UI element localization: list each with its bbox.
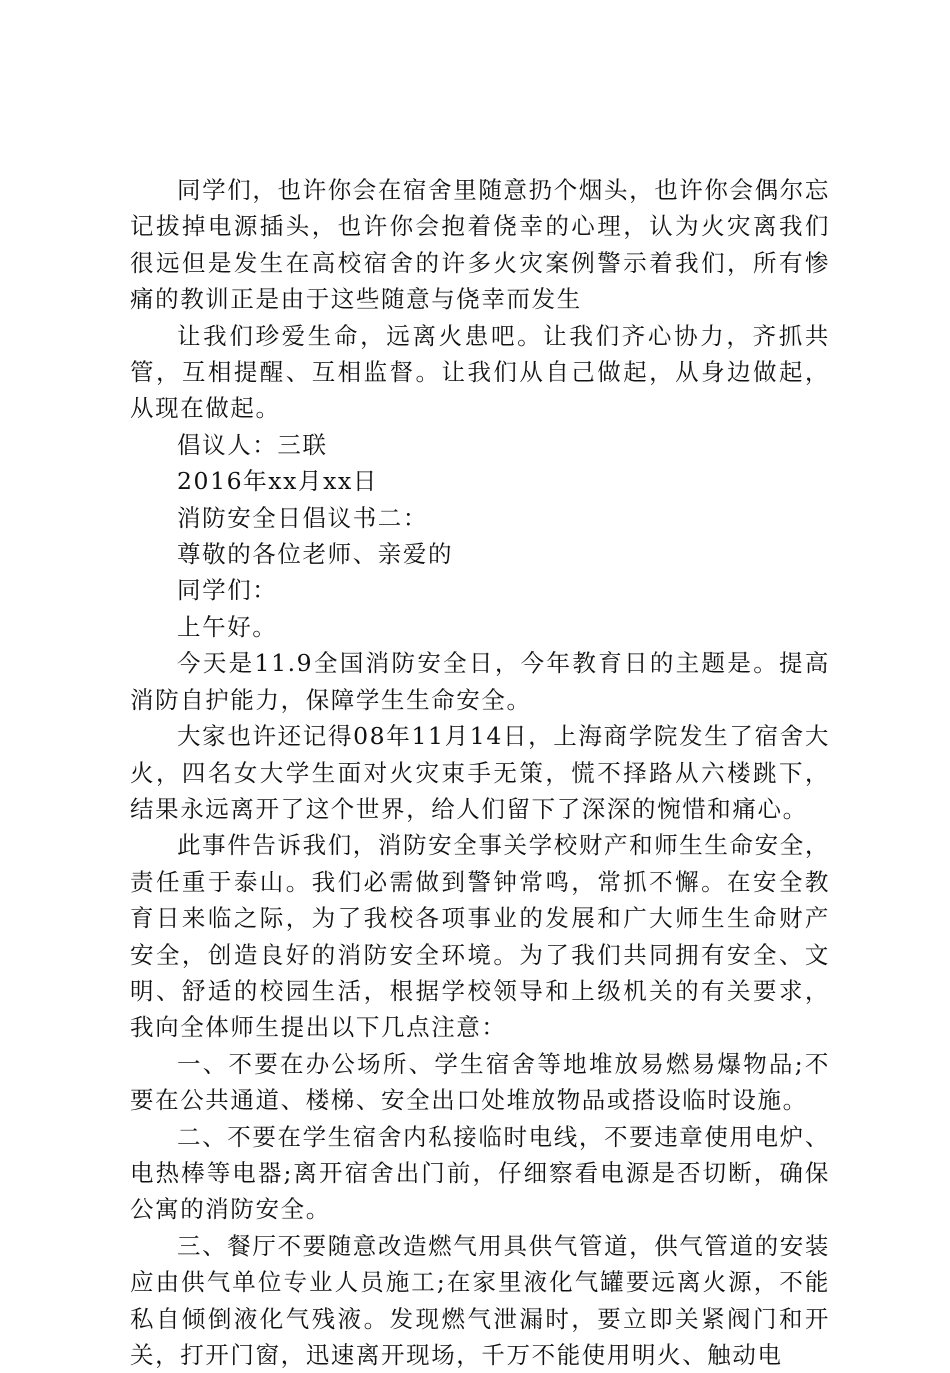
paragraph-point-one: 一、不要在办公场所、学生宿舍等地堆放易燃易爆物品;不要在公共通道、楼梯、安全出口处堆放物品或搭设临时设施。	[130, 1049, 830, 1115]
paragraph-salutation-teachers: 尊敬的各位老师、亲爱的	[177, 540, 454, 569]
paragraph-responsibility: 此事件告诉我们，消防安全事关学校财产和师生生命安全，责任重于泰山。我们必需做到警钟常鸣，常抓不懈。在安全教育日来临之际，为了我校各项事业的发展和广大师生生命财产安全，创造良好的消防安全环境。为了我们共同拥有安全、文明、舒适的校园生活，根据学校领导和上级机关的有关要求，我向全体师生提出以下几点注意：	[130, 831, 830, 1042]
paragraph-greeting: 上午好。	[177, 612, 278, 641]
document-body	[130, 172, 830, 1373]
paragraph-salutation-students: 同学们：	[177, 576, 278, 605]
paragraph-section-title: 消防安全日倡议书二：	[177, 503, 428, 532]
paragraph-initiator: 倡议人：三联	[177, 430, 328, 459]
paragraph-point-two: 二、不要在学生宿舍内私接临时电线，不要违章使用电炉、电热棒等电器;离开宿舍出门前，仔细察看电源是否切断，确保公寓的消防安全。	[130, 1122, 830, 1224]
paragraph-cherish-life: 让我们珍爱生命，远离火患吧。让我们齐心协力，齐抓共管，互相提醒、互相监督。让我们从自己做起，从身边做起，从现在做起。	[130, 321, 830, 423]
paragraph-fire-risk-warning: 同学们，也许你会在宿舍里随意扔个烟头，也许你会偶尔忘记拔掉电源插头，也许你会抱着侥幸的心理，认为火灾离我们很远但是发生在高校宿舍的许多火灾案例警示着我们，所有惨痛的教训正是由于这些随意与侥幸而发生	[130, 176, 830, 314]
paragraph-date: 2016年xx月xx日	[177, 467, 378, 496]
paragraph-safety-day-theme: 今天是11.9全国消防安全日，今年教育日的主题是。提高消防自护能力，保障学生生命安全。	[130, 649, 830, 714]
paragraph-shanghai-incident: 大家也许还记得08年11月14日，上海商学院发生了宿舍大火，四名女大学生面对火灾束手无策，慌不择路从六楼跳下，结果永远离开了这个世界，给人们留下了深深的惋惜和痛心。	[130, 722, 830, 823]
paragraph-point-three: 三、餐厅不要随意改造燃气用具供气管道，供气管道的安装应由供气单位专业人员施工;在家里液化气罐要远离火源，不能私自倾倒液化气残液。发现燃气泄漏时，要立即关紧阀门和开关，打开门窗，迅速离开现场，千万不能使用明火、触动电	[130, 1231, 830, 1369]
